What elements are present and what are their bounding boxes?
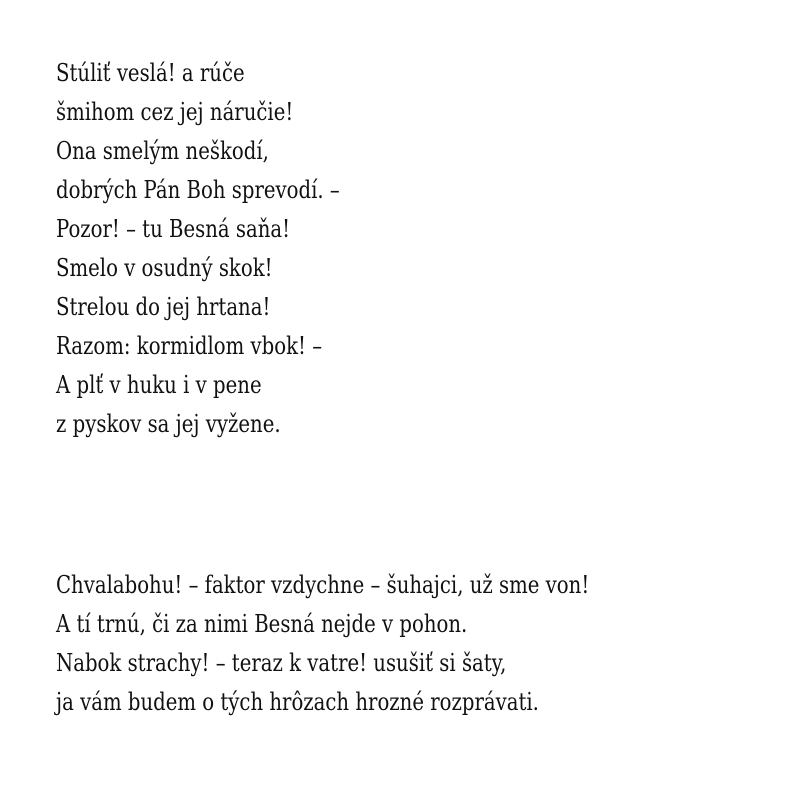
poem-line: dobrých Pán Boh sprevodí. – bbox=[56, 176, 340, 204]
poem-line: Razom: kormidlom vbok! – bbox=[56, 332, 323, 360]
poem-line: Nabok strachy! – teraz k vatre! usušiť si šaty, bbox=[56, 649, 507, 677]
stanza-2 bbox=[56, 566, 706, 722]
poem-line: Pozor! – tu Besná saňa! bbox=[56, 215, 291, 243]
poem-line: Stúliť veslá! a rúče bbox=[56, 59, 245, 87]
poem-line: Strelou do jej hrtana! bbox=[56, 293, 271, 321]
poem-line: z pyskov sa jej vyžene. bbox=[56, 410, 281, 438]
poem-line: Chvalabohu! – faktor vzdychne – šuhajci, už sme von! bbox=[56, 571, 590, 599]
poem-line: A tí trnú, či za nimi Besná nejde v pohon. bbox=[56, 610, 468, 638]
poem-line: Ona smelým neškodí, bbox=[56, 137, 269, 165]
stanza-1 bbox=[56, 54, 402, 444]
poem-line: Smelo v osudný skok! bbox=[56, 254, 273, 282]
poem-line: šmihom cez jej náručie! bbox=[56, 98, 294, 126]
poem-line: ja vám budem o tých hrôzach hrozné rozprávati. bbox=[56, 688, 539, 716]
poem-line: A plť v huku i v pene bbox=[56, 371, 262, 399]
